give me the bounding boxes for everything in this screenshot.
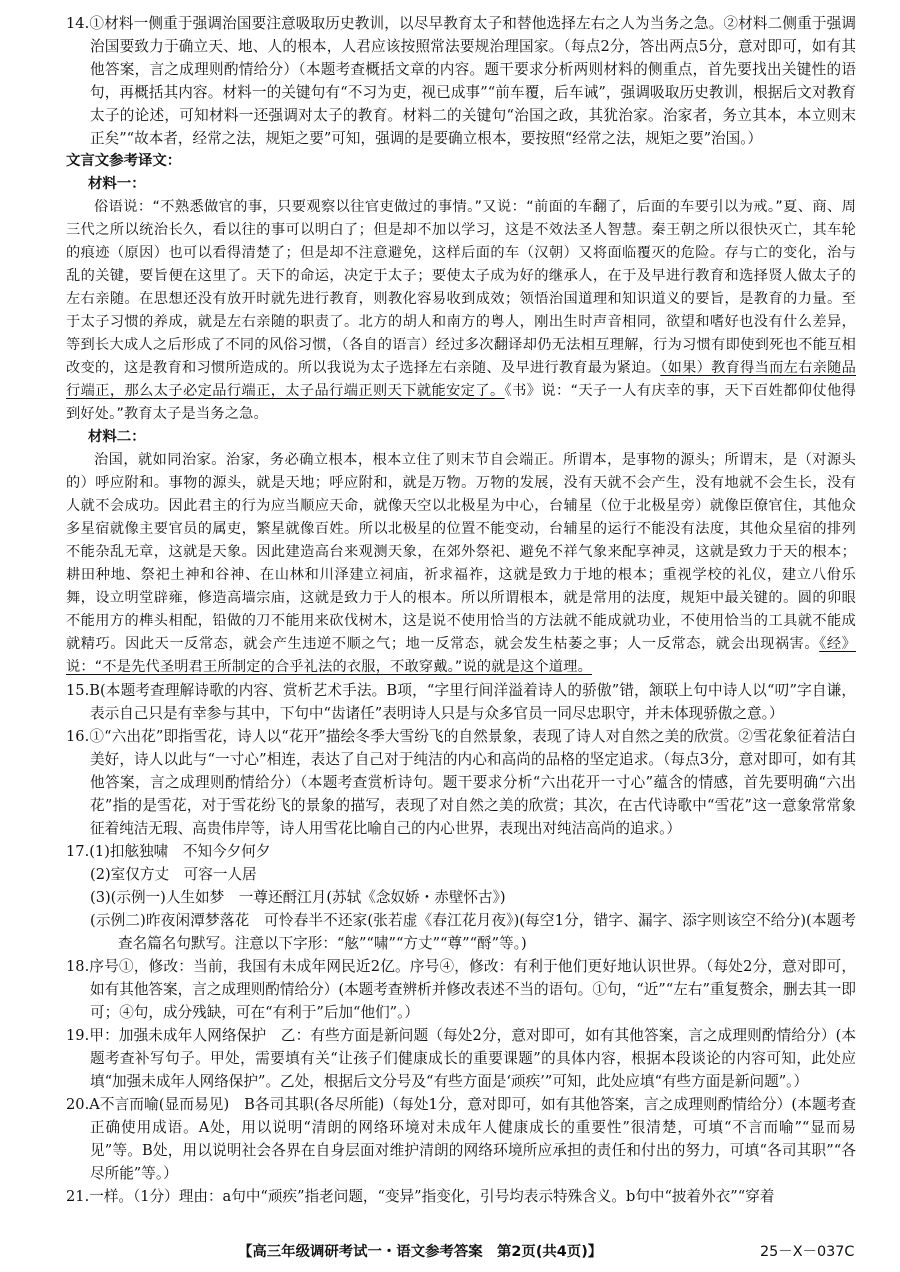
question-number: 15. (66, 682, 90, 699)
answer-19 (66, 1024, 856, 1093)
answer-17-line-1 (66, 840, 856, 863)
question-number: 17. (66, 843, 90, 860)
underlined-sentence: 《经》说：“不是先代圣明君王所制定的合乎礼法的衣服，不敢穿戴。”说的就是这个道理。 (66, 636, 856, 675)
answer-21 (66, 1185, 856, 1208)
answer-document (66, 12, 856, 1208)
question-number: 19. (66, 1027, 90, 1044)
translation-heading: 文言文参考译文： (66, 153, 182, 169)
answer-18 (66, 955, 856, 1024)
translation-text: 治国，就如同治家。治家，务必确立根本，根本立住了则末节自会端正。所谓本，是事物的源头；所谓末，是（对源头的）呼应附和。事物的源头，就是天地；呼应附和，就是万物。万物的发展，没有天就不会产生，没有地就不会生长，没有人就不会成功。因此君主的行为应当顺应天命，就像天空以北极星为中心，台辅星（位于北极星旁）就像臣僚官住，其他众多星宿就像主要官员的属吏，繁星就像百姓。所以北极星的位置不能变动，台辅星的运行不能没有法度，其他众星宿的排列不能杂乱无章，这就是天象。因此建造高台来观测天象，在郊外祭祀、避免不祥气象来配享神灵，这就是致力于天的根本；耕田种地、祭祀土神和谷神、在山林和川泽建立祠庙，祈求福祚，这就是致力于地的根本；重视学校的礼仪，建立八佾乐舞，设立明堂辟雍，修造高墙宗庙，这就是致力于人的根本。所以所谓根本，就是常用的法度，规矩中最关键的。圆的卯眼不能用方的榫头相配，铅做的刀不能用来砍伐树木，这是说不使用恰当的方法就不能成就功业，不使用恰当的工具就不能成就精巧。因此天一反常态，就会产生违逆不顺之气；地一反常态，就会发生枯萎之事；人一反常态，就会出现祸害。 (66, 452, 856, 652)
material-two-translation (66, 449, 856, 679)
answer-20 (66, 1093, 856, 1185)
answer-17-line-2: (2)室仅方丈 可容一人居 (90, 866, 257, 883)
question-number: 21. (66, 1188, 90, 1205)
translation-text: 俗语说：“不熟悉做官的事，只要观察以往官吏做过的事情。”又说：“前面的车翻了，后面的车要引以为戒。”夏、商、周三代之所以统治长久，看以往的事可以明白了；但是却不加以学习，这是不效法圣人智慧。秦王朝之所以很快灭亡，其车轮的痕迹（原因）也可以看得清楚了；但是却不注意避免，这样后面的车（汉朝）又将面临覆灭的危险。存与亡的变化，治与乱的关键，要旨便在这里了。天下的命运，决定于太子；要使太子成为好的继承人，在于及早进行教育和选择贤人做太子的左右亲随。在思想还没有放开时就先进行教育，则教化容易收到成效；领悟治国道理和知识道义的要旨，是教育的力量。至于太子习惯的养成，就是左右亲随的职责了。北方的胡人和南方的粤人，刚出生时声音相同，欲望和嗜好也没有什么差异，等到长大成人之后形成了不同的风俗习惯，（各自的语言）经过多次翻译却仍无法相互理解，行为习惯有即使到死也不能互相改变的，这是教育和习惯所造成的。所以我说为太子选择左右亲随、及早进行教育最为紧迫。 (66, 199, 856, 376)
answer-text: A不言而喻(显而易见) B各司其职(各尽所能)（每处1分，意对即可，如有其他答案，言之成理则酌情给分）(本题考查正确使用成语。A处，用以说明“清朗的网络环境对未成年人健康成长的重要性”很清楚，可填“不言而喻”“显而易见”等。B处，用以说明社会各界在自身层面对维护清朗的网络环境所应承担的责任和付出的努力，可填“各司其职”“各尽所能”等。） (89, 1096, 856, 1182)
underlined-sentence: （如果）教育得当而左右亲随品行端正，那么太子必定品行端正，太子品行端正则天下就能安定了。 (66, 360, 856, 399)
answer-17 (66, 840, 856, 955)
material-one-translation (66, 196, 856, 426)
answer-text: ①“六出花”即指雪花，诗人以“花开”描绘冬季大雪纷飞的自然景象，表现了诗人对自然之美的欣赏。②雪花象征着洁白美好，诗人以此与“一寸心”相连，表达了自己对于纯洁的内心和高尚的品格的坚定追求。（每点3分，意对即可，如有其他答案，言之成理则酌情给分）（本题考查赏析诗句。题干要求分析“六出花开一寸心”蕴含的情感，首先要明确“六出花”指的是雪花，对于雪花纷飞的景象的描写，表现了对自然之美的欣赏；其次，在古代诗歌中“雪花”这一意象常常象征着纯洁无瑕、高贵伟岸等，诗人用雪花比喻自己的内心世界，表现出对纯洁高尚的追求。） (89, 728, 856, 837)
answer-text: 序号①，修改：当前，我国有未成年网民近2亿。序号④，修改：有利于他们更好地认识世界。（每处2分，意对即可，如有其他答案，言之成理则酌情给分）(本题考查辨析并修改表述不当的语句。①句，“近”“左右”重复赘余，删去其一即可；④句，成分残缺，可在“有利于”后加“他们”。） (89, 958, 856, 1021)
answer-16 (66, 725, 856, 840)
answer-text: 一样。（1分）理由：a句中“顽疾”指老问题，“变异”指变化，引号均表示特殊含义。b句中“披着外衣”“穿着 (89, 1188, 775, 1205)
answer-14 (66, 12, 856, 150)
answer-text: 甲：加强未成年人网络保护 乙：有些方面是新问题（每处2分，意对即可，如有其他答案，言之成理则酌情给分）(本题考查补写句子。甲处，需要填有关“让孩子们健康成长的重要课题”的具体内容，根据本段谈论的内容可知，此处应填“加强未成年人网络保护”。乙处，根据后文分号及“有些方面是‘顽疾’”可知，此处应填“有些方面是新问题”。） (89, 1027, 856, 1090)
question-number: 18. (66, 958, 90, 975)
answer-text: B(本题考查理解诗歌的内容、赏析艺术手法。B项，“字里行间洋溢着诗人的骄傲”错，颔联上句中诗人以“叨”字自谦，表示自己只是有幸参与其中，下句中“齿诸任”表明诗人只是与众多官员一同尽忠职守，并未体现骄傲之意。） (89, 682, 856, 722)
footer-title: 【高三年级调研考试一・语文参考答案 第2页(共4页)】 (238, 1244, 603, 1260)
document-code: 25－X－037C (760, 1244, 855, 1260)
question-number: 16. (66, 728, 90, 745)
question-number: 20. (66, 1096, 90, 1113)
answer-text: ①材料一侧重于强调治国要注意吸取历史教训，以尽早教育太子和替他选择左右之人为当务之急。②材料二侧重于强调治国要致力于确立天、地、人的根本，人君应该按照常法要规治理国家。（每点2分，答出两点5分，意对即可，如有其他答案，言之成理则酌情给分）（本题考查概括文章的内容。题干要求分析两则材料的侧重点，首先要找出关键性的语句，再概括其内容。材料一的关键句有“不习为吏，视已成事”“前车覆，后车诫”，强调吸取历史教训，根据后文对教育太子的论述，可知材料一还强调对太子的教育。材料二的关键句“治国之政，其犹治家。治家者，务立其本，本立则末正矣”“故本者，经常之法，规矩之要”可知，强调的是要确立根本，要按照“经常之法，规矩之要”治国。） (89, 15, 856, 147)
question-number: 14. (66, 15, 90, 32)
material-one-heading: 材料一： (88, 176, 146, 192)
answer-text: (1)扣舷独啸 不知今夕何夕 (89, 843, 271, 860)
answer-17-line-4: (示例二)昨夜闲潭梦落花 可怜春半不还家(张若虚《春江花月夜》)(每空1分，错字、漏字、添字则该空不给分)(本题考查名篇名句默写。注意以下字形：“舷”“啸”“方丈”“尊”“酹”等。) (90, 912, 856, 952)
translation-text-tail: 《书》说：“天子一人有庆幸的事，天下百姓都仰仗他得到好处。”教育太子是当务之急。 (66, 383, 856, 422)
material-two-heading: 材料二： (88, 429, 146, 445)
answer-15 (66, 679, 856, 725)
page-footer (0, 1240, 900, 1264)
answer-17-line-3: (3)(示例一)人生如梦 一尊还酹江月(苏轼《念奴娇・赤壁怀古》) (90, 889, 506, 906)
